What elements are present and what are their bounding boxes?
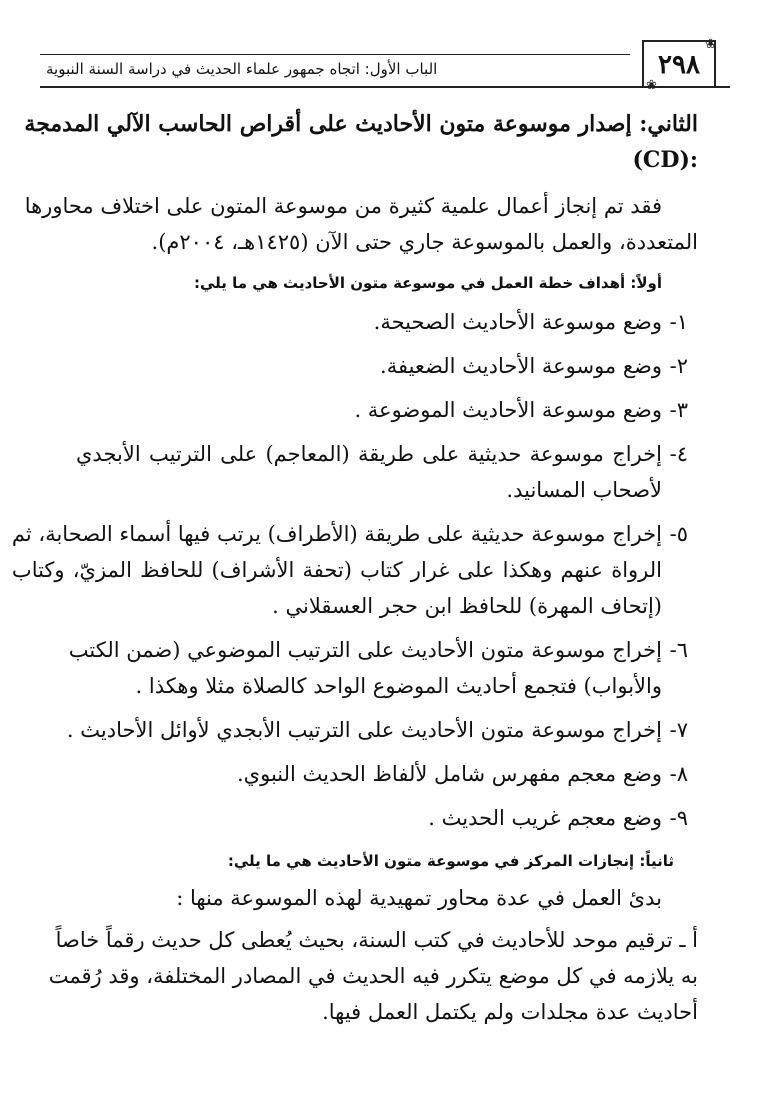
achievements-heading: ثانياً: إنجازات المركز في موسوعة متون الأحاديث هي ما يلي: <box>227 852 674 870</box>
section-heading-line2: :(CD) <box>632 147 698 173</box>
list-item-number: ٧- <box>669 718 688 742</box>
list-item-number: ٨- <box>669 762 688 786</box>
list-item <box>76 756 688 792</box>
list-item-number: ٦- <box>669 638 688 662</box>
list-item <box>66 712 688 748</box>
list-item-text: وضع معجم مفهرس شامل لألفاظ الحديث النبوي. <box>237 762 662 786</box>
list-item-text: إخراج موسوعة متون الأحاديث على الترتيب الأبجدي لأوائل الأحاديث . <box>66 718 662 742</box>
list-item-text: لأصحاب المسانيد. <box>506 478 662 502</box>
section-heading-line1: الثاني: إصدار موسوعة متون الأحاديث على أقراص الحاسب الآلي المدمجة <box>24 111 698 137</box>
flower-ornament-icon: ❀ <box>705 37 716 52</box>
list-item-text: إخراج موسوعة حديثية على طريقة (المعاجم) على الترتيب الأبجدي <box>76 442 662 466</box>
list-item-number: ٤- <box>669 442 688 466</box>
flower-ornament-icon: ❀ <box>646 78 657 93</box>
page-header <box>40 37 730 93</box>
list-item-text: الرواة عنهم وهكذا على غرار كتاب (تحفة الأشراف) للحافظ المزيّ، وكتاب <box>11 558 662 582</box>
list-item-text: وضع موسوعة الأحاديث الضعيفة. <box>380 354 662 378</box>
list-item <box>76 304 688 340</box>
list-item-number: ٥- <box>669 522 688 546</box>
list-item <box>11 516 688 624</box>
goals-heading: أولاً: أهداف خطة العمل في موسوعة متون الأحاديث هي ما يلي: <box>193 274 662 292</box>
list-item <box>68 632 688 704</box>
list-item-text: وضع معجم غريب الحديث . <box>428 806 662 830</box>
intro-line-1: فقد تم إنجاز أعمال علمية كثيرة من موسوعة المتون على اختلاف محاورها <box>24 194 662 218</box>
list-item-text: والأبواب) فتجمع أحاديث الموضوع الواحد كالصلاة مثلا وهكذا . <box>135 674 662 698</box>
page-number-frame <box>642 37 716 93</box>
goals-list <box>11 304 688 836</box>
list-item <box>76 348 688 384</box>
list-item-text: إخراج موسوعة حديثية على طريقة (الأطراف) يرتب فيها أسماء الصحابة، ثم <box>11 522 662 546</box>
list-item-number: ١- <box>669 310 688 334</box>
page-number: ٢٩٨ <box>658 50 700 80</box>
header-bottom-rule <box>40 86 730 88</box>
list-item <box>76 800 688 836</box>
list-item-text: (إتحاف المهرة) للحافظ ابن حجر العسقلاني . <box>272 594 662 618</box>
list-item-number: ٢- <box>669 354 688 378</box>
intro-line-2: المتعددة، والعمل بالموسوعة جاري حتى الآن (١٤٢٥هـ، ٢٠٠٤م). <box>151 230 698 254</box>
list-item-number: ٣- <box>669 398 688 422</box>
list-item <box>76 392 688 428</box>
header-top-rule <box>40 54 630 55</box>
achievements-para-line3: أحاديث عدة مجلدات ولم يكتمل العمل فيها. <box>322 1000 698 1024</box>
page-body <box>11 106 698 1030</box>
list-item-text: إخراج موسوعة متون الأحاديث على الترتيب الموضوعي (ضمن الكتب <box>68 638 662 662</box>
list-item-text: وضع موسوعة الأحاديث الصحيحة. <box>373 310 662 334</box>
achievements-intro: بدئ العمل في عدة محاور تمهيدية لهذه الموسوعة منها : <box>176 886 662 910</box>
achievements-para-line1: أ ـ ترقيم موحد للأحاديث في كتب السنة، بحيث يُعطى كل حديث رقماً خاصاً <box>55 928 698 952</box>
running-head-title: الباب الأول: اتجاه جمهور علماء الحديث في دراسة السنة النبوية <box>46 60 438 78</box>
achievements-para-line2: به يلازمه في كل موضع يتكرر فيه الحديث في المصادر المختلفة، وقد رُقمت <box>48 964 698 988</box>
list-item-text: وضع موسوعة الأحاديث الموضوعة . <box>354 398 662 422</box>
list-item-number: ٩- <box>669 806 688 830</box>
list-item <box>76 436 688 508</box>
